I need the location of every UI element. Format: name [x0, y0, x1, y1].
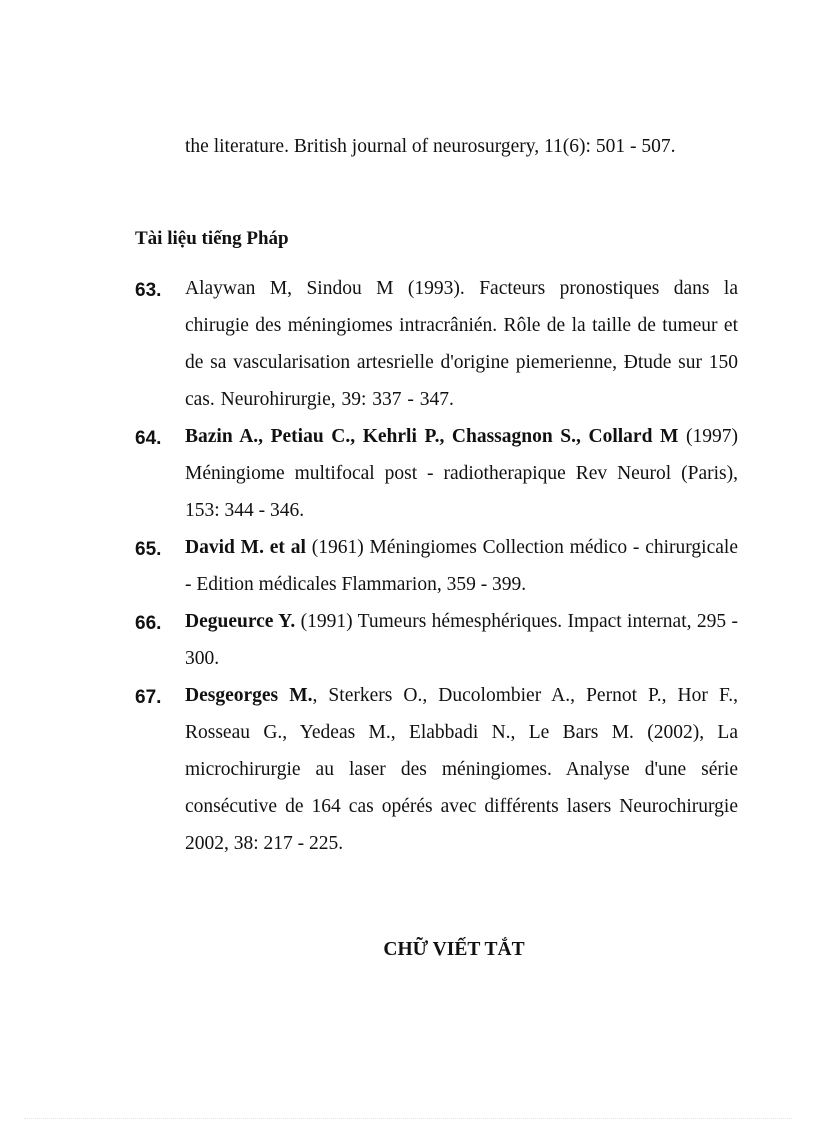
- reference-authors: David M. et al: [185, 537, 306, 558]
- reference-text: Alaywan M, Sindou M (1993). Facteurs pronostiques dans la chirugie des méningiomes intracrânién. Rôle de la taille de tumeur et de sa vascularisation artesrielle d'origine piemerienne, Ðtude sur 150 cas. Neurohirurgie, 39: 337 - 347.: [185, 278, 738, 410]
- reference-number: 63.: [135, 280, 162, 301]
- reference-authors: Desgeorges M.: [185, 685, 313, 706]
- abbreviations-heading: CHỮ VIẾT TẮT: [383, 939, 525, 960]
- reference-text: (1991) Tumeurs hémesphériques. Impact internat, 295 - 300.: [185, 611, 738, 669]
- reference-number: 66.: [135, 613, 162, 634]
- reference-number: 64.: [135, 428, 162, 449]
- reference-authors: Bazin A., Petiau C., Kehrli P., Chassagnon S., Collard M: [185, 426, 679, 447]
- reference-number: 67.: [135, 687, 162, 708]
- reference-item-65: [135, 529, 738, 603]
- reference-number: 65.: [135, 539, 162, 560]
- reference-item-67: [135, 677, 738, 862]
- reference-item-64: [135, 418, 738, 529]
- reference-text: (1961) Méningiomes Collection médico - chirurgicale - Edition médicales Flammarion, 359 - 399.: [185, 537, 738, 595]
- section-heading-french-references: Tài liệu tiếng Pháp: [135, 228, 289, 249]
- previous-reference-continuation: the literature. British journal of neurosurgery, 11(6): 501 - 507.: [185, 136, 676, 157]
- reference-list: [135, 270, 738, 862]
- reference-text: (1997) Méningiome multifocal post - radiotherapique Rev Neurol (Paris), 153: 344 - 346.: [185, 426, 739, 521]
- page-bottom-divider: [24, 1118, 792, 1119]
- reference-item-66: [135, 603, 738, 677]
- reference-authors: Degueurce Y.: [185, 611, 296, 632]
- reference-text: , Sterkers O., Ducolombier A., Pernot P., Hor F., Rosseau G., Yedeas M., Elabbadi N., Le Bars M. (2002), La microchirurgie au laser des méningiomes. Analyse d'une série consécutive de 164 cas opérés avec différents lasers Neurochirurgie 2002, 38: 217 - 225.: [185, 685, 738, 854]
- reference-item-63: [135, 270, 738, 418]
